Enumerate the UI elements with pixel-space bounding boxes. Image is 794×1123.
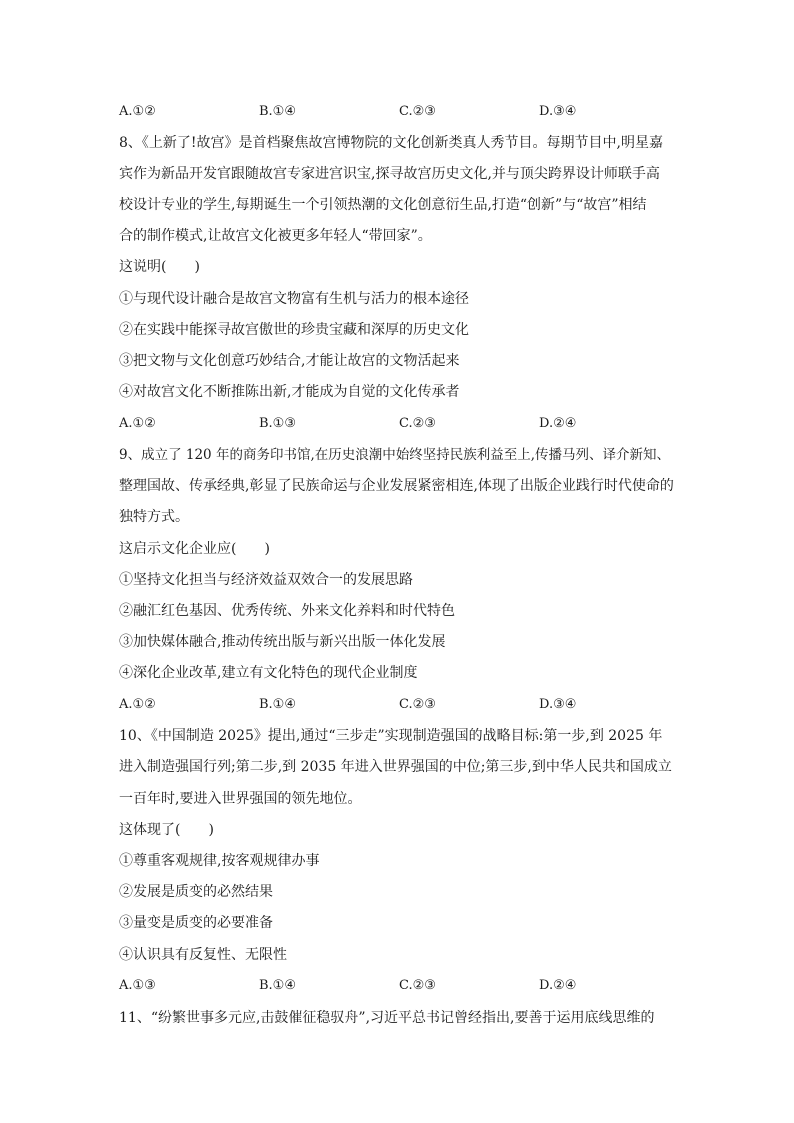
option-a: A.①③ [119,978,156,993]
option-b: B.①④ [259,104,296,119]
q9-item: ②融汇红色基因、优秀传统、外来文化养料和时代特色 [119,603,455,619]
q8-item: ②在实践中能探寻故宫傲世的珍贵宝藏和深厚的历史文化 [119,322,469,338]
q9-options [119,695,679,715]
q8-item: ①与现代设计融合是故宫文物富有生机与活力的根本途径 [119,291,469,307]
option-b: B.①④ [259,697,296,712]
q11-stem-line: 11、“纷繁世事多元应,击鼓催征稳驭舟”,习近平总书记曾经指出,要善于运用底线思维的 [119,1010,655,1026]
q10-item: ②发展是质变的必然结果 [119,884,273,900]
q9-item: ①坚持文化担当与经济效益双效合一的发展思路 [119,572,413,588]
q9-prompt: 这启示文化企业应( ) [119,541,270,557]
q7-options [119,102,679,122]
q8-item: ③把文物与文化创意巧妙结合,才能让故宫的文物活起来 [119,353,460,369]
q8-stem-line: 校设计专业的学生,每期诞生一个引领热潮的文化创意衍生品,打造“创新”与“故宫”相结 [119,197,647,213]
q8-item: ④对故宫文化不断推陈出新,才能成为自觉的文化传承者 [119,384,460,400]
option-d: D.②④ [539,978,577,993]
option-d: D.②④ [539,416,577,431]
option-c: C.②③ [399,978,436,993]
q8-stem-line: 合的制作模式,让故宫文化被更多年轻人“带回家”。 [119,228,432,244]
q10-stem-line: 10、《中国制造 2025》提出,通过“三步走”实现制造强国的战略目标:第一步,到 2025 年 [119,728,663,744]
option-c: C.②③ [399,416,436,431]
option-a: A.①② [119,697,156,712]
q8-prompt: 这说明( ) [119,259,200,275]
q10-prompt: 这体现了( ) [119,822,214,838]
q10-item: ①尊重客观规律,按客观规律办事 [119,853,320,869]
q8-stem-line: 8、《上新了!故宫》是首档聚焦故宫博物院的文化创新类真人秀节目。每期节目中,明星嘉 [119,135,663,151]
option-d: D.③④ [539,697,577,712]
q9-stem-line: 9、成立了 120 年的商务印书馆,在历史浪潮中始终坚持民族利益至上,传播马列、译介新知、 [119,447,671,463]
option-a: A.①② [119,416,156,431]
option-c: C.②③ [399,104,436,119]
option-c: C.②③ [399,697,436,712]
q10-stem-line: 一百年时,要进入世界强国的领先地位。 [119,791,362,807]
q10-item: ④认识具有反复性、无限性 [119,947,287,963]
q9-stem-line: 独特方式。 [119,509,189,525]
q9-stem-line: 整理国故、传承经典,彰显了民族命运与企业发展紧密相连,体现了出版企业践行时代使命的 [119,478,674,494]
q8-stem-line: 宾作为新品开发官跟随故宫专家进宫识宝,探寻故宫历史文化,并与顶尖跨界设计师联手高 [119,166,660,182]
option-b: B.①④ [259,978,296,993]
q10-item: ③量变是质变的必要准备 [119,915,273,931]
option-d: D.③④ [539,104,577,119]
option-a: A.①② [119,104,156,119]
q10-options [119,976,679,996]
q9-item: ③加快媒体融合,推动传统出版与新兴出版一体化发展 [119,634,446,650]
q9-item: ④深化企业改革,建立有文化特色的现代企业制度 [119,665,418,681]
q8-options [119,414,679,434]
option-b: B.①③ [259,416,296,431]
q10-stem-line: 进入制造强国行列;第二步,到 2035 年进入世界强国的中位;第三步,到中华人民共和国成立 [119,759,672,775]
